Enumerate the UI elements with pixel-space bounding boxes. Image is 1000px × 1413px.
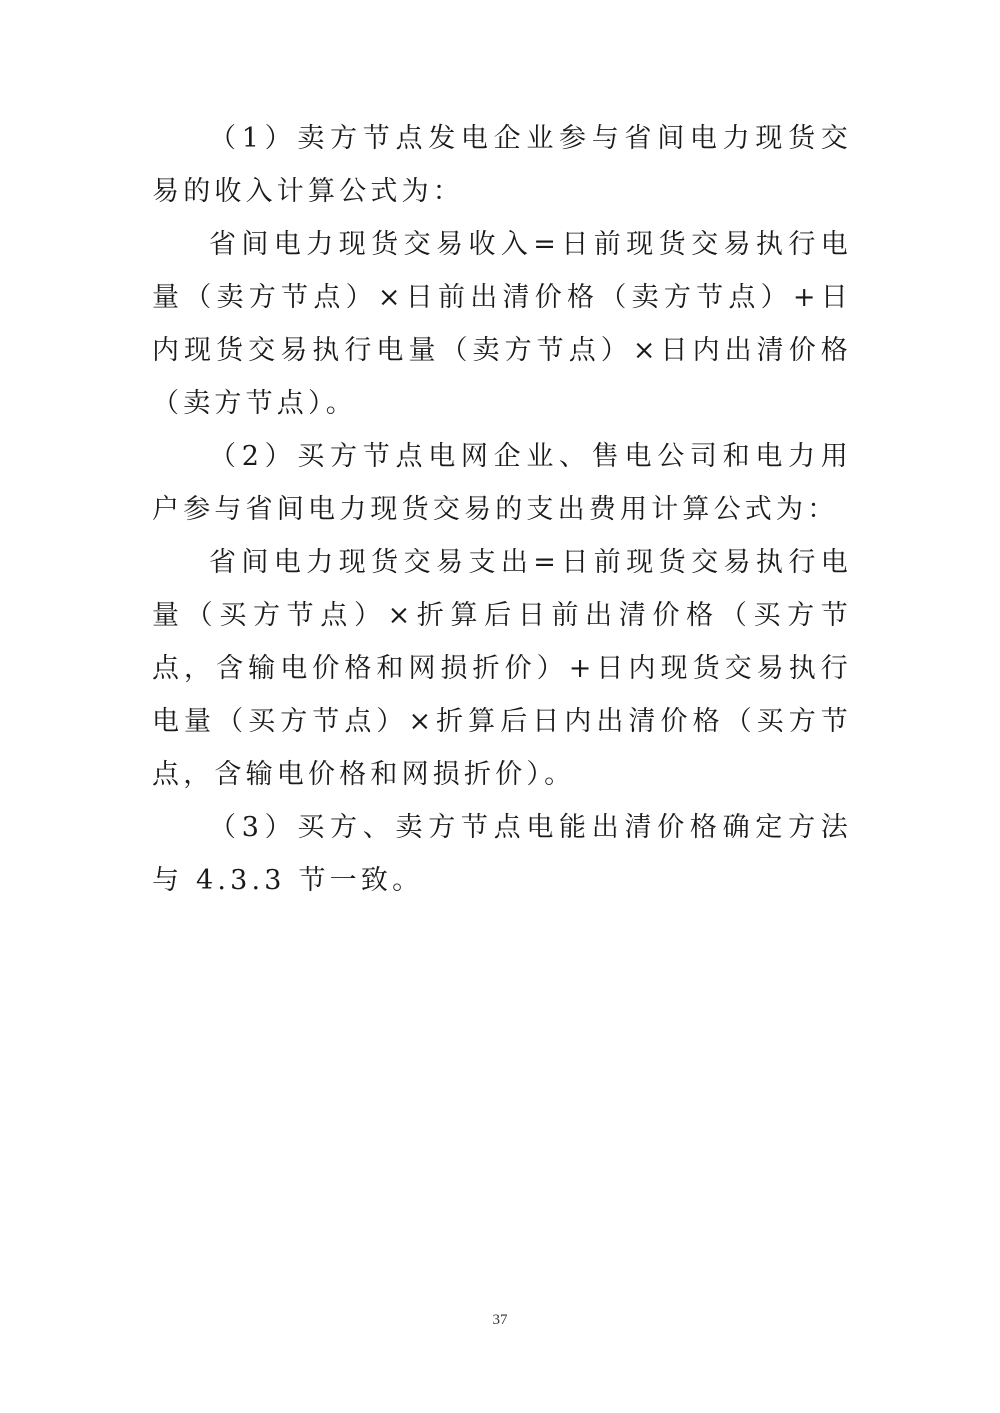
page-number: 37: [492, 1312, 508, 1328]
paragraph-clearing-price-method: （3）买方、卖方节点电能出清价格确定方法与 4.3.3 节一致。: [152, 812, 852, 896]
document-body: [152, 112, 852, 907]
paragraph-buyer-expense-formula: 省间电力现货交易支出=日前现货交易执行电量（买方节点）×折算后日前出清价格（买方节点，含输电价格和网损折价）+日内现货交易执行电量（买方节点）×折算后日内出清价格（买方节点，含输电价格和网损折价）。: [152, 547, 852, 790]
paragraph-seller-income-intro: （1）卖方节点发电企业参与省间电力现货交易的收入计算公式为：: [152, 123, 852, 207]
paragraph-buyer-expense-intro: （2）买方节点电网企业、售电公司和电力用户参与省间电力现货交易的支出费用计算公式为：: [152, 441, 852, 525]
paragraph-seller-income-formula: 省间电力现货交易收入=日前现货交易执行电量（卖方节点）×日前出清价格（卖方节点）+日内现货交易执行电量（卖方节点）×日内出清价格（卖方节点）。: [152, 229, 852, 419]
